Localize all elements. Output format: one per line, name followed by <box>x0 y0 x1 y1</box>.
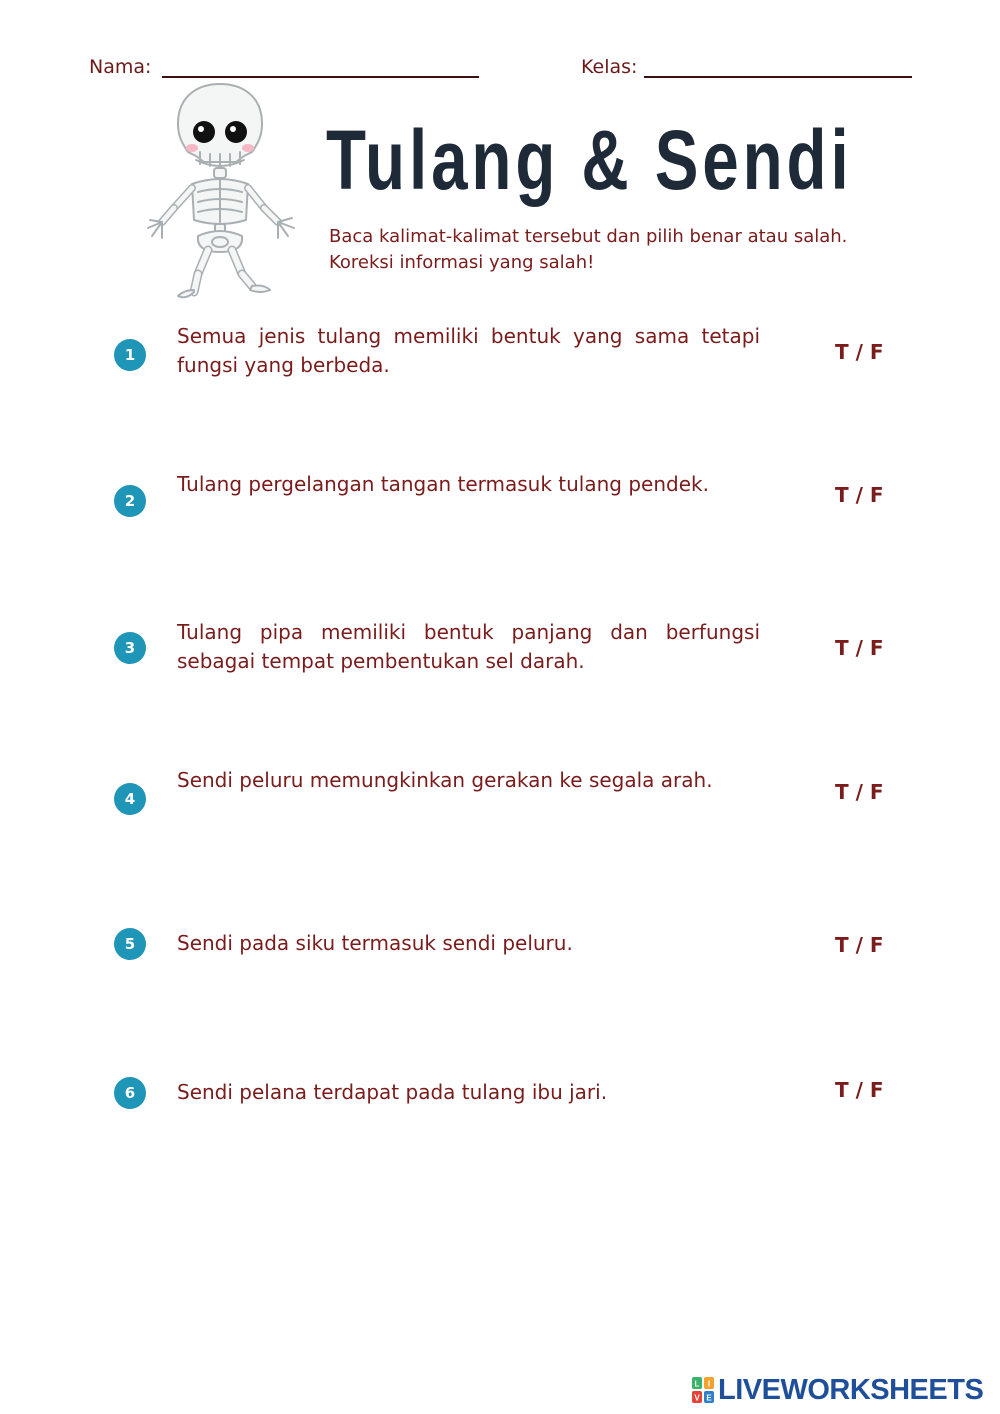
worksheet-title: Tulang & Sendi <box>326 113 853 207</box>
skeleton-illustration-icon <box>140 80 305 305</box>
class-field[interactable] <box>644 76 912 78</box>
true-false-answer[interactable]: T / F <box>835 780 884 804</box>
question-number-badge: 3 <box>114 632 146 664</box>
question-text: Sendi pada siku termasuk sendi peluru. <box>177 931 573 955</box>
true-false-answer[interactable]: T / F <box>835 933 884 957</box>
question-number-badge: 1 <box>114 339 146 371</box>
true-false-answer[interactable]: T / F <box>835 483 884 507</box>
true-false-answer[interactable]: T / F <box>835 636 884 660</box>
question-text: Tulang pergelangan tangan termasuk tulang pendek. <box>177 472 709 496</box>
true-false-answer[interactable]: T / F <box>835 1078 884 1102</box>
question-number-badge: 4 <box>114 783 146 815</box>
instructions-text: Baca kalimat-kalimat tersebut dan pilih benar atau salah. Koreksi informasi yang salah! <box>329 226 848 273</box>
name-field[interactable] <box>162 76 479 78</box>
svg-text:E: E <box>706 1393 712 1403</box>
name-label: Nama: <box>89 56 152 78</box>
svg-text:I: I <box>707 1379 711 1389</box>
true-false-answer[interactable]: T / F <box>835 340 884 364</box>
question-text: Semua jenis tulang memiliki bentuk yang sama tetapi fungsi yang berbeda. <box>177 324 760 377</box>
liveworksheets-logo-icon <box>692 1377 714 1403</box>
question-number-badge: 5 <box>114 928 146 960</box>
class-label: Kelas: <box>581 56 638 78</box>
svg-text:L: L <box>694 1379 700 1389</box>
question-number-badge: 2 <box>114 485 146 517</box>
question-text: Sendi peluru memungkinkan gerakan ke segala arah. <box>177 768 713 792</box>
question-text: Tulang pipa memiliki bentuk panjang dan berfungsi sebagai tempat pembentukan sel darah. <box>177 620 760 673</box>
brand-name: LIVEWORKSHEETS <box>718 1373 984 1406</box>
liveworksheets-logo <box>692 1374 983 1406</box>
svg-text:V: V <box>694 1393 700 1403</box>
question-text: Sendi pelana terdapat pada tulang ibu jari. <box>177 1080 608 1104</box>
question-number-badge: 6 <box>114 1077 146 1109</box>
